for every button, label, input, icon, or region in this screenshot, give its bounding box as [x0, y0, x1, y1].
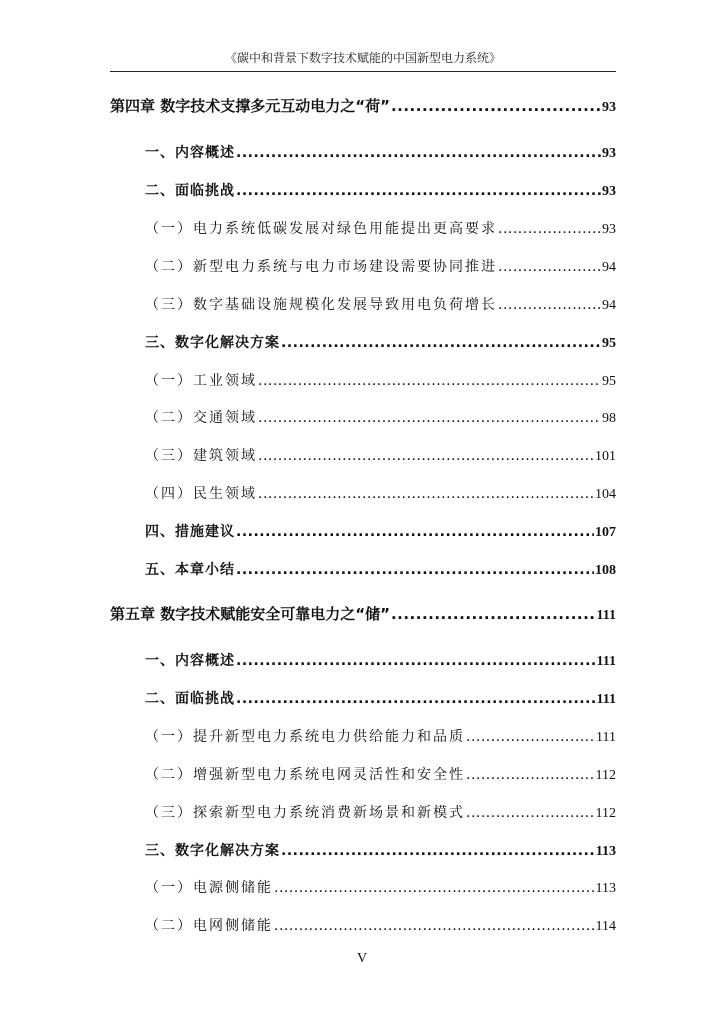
toc-subsection-entry[interactable]: [145, 294, 616, 316]
toc-subsection-entry[interactable]: [145, 445, 616, 467]
dot-leader: [391, 95, 601, 117]
dot-leader: [236, 521, 594, 543]
dot-leader: [258, 370, 601, 392]
toc-entry-label: 一、内容概述: [145, 653, 235, 669]
toc-entry-label: 二、面临挑战: [145, 183, 235, 199]
toc-section-entry[interactable]: [145, 142, 616, 164]
toc-entry-page: 101: [595, 449, 616, 464]
toc-entry-page: 95: [602, 336, 616, 351]
toc-entry-page: 98: [602, 411, 616, 426]
toc-entry-page: 112: [595, 806, 616, 821]
toc-subsection-entry[interactable]: [145, 218, 616, 240]
toc-entry-label: 四、措施建议: [145, 524, 235, 540]
toc-entry-label: 五、本章小结: [145, 562, 235, 578]
toc-entry-label: 第四章 数字技术支撑多元互动电力之“荷”: [110, 97, 390, 115]
toc-subsection-entry[interactable]: [145, 802, 616, 824]
toc-section-entry[interactable]: [145, 840, 616, 862]
toc-entry-label: （二）电网侧储能: [145, 918, 273, 934]
toc-entry-label: （三）探索新型电力系统消费新场景和新模式: [145, 805, 465, 821]
toc-subsection-entry[interactable]: [145, 877, 616, 899]
toc-entry-page: 114: [595, 919, 616, 934]
dot-leader: [258, 483, 594, 505]
dot-leader: [236, 688, 596, 710]
dot-leader: [258, 445, 594, 467]
toc-entry-label: 第五章 数字技术赋能安全可靠电力之“储”: [110, 605, 390, 623]
toc-entry-page: 111: [596, 692, 616, 707]
toc-entry-page: 111: [596, 730, 616, 745]
toc-section-entry[interactable]: [145, 332, 616, 354]
toc-entry-label: （二）新型电力系统与电力市场建设需要协同推进: [145, 259, 497, 275]
toc-subsection-entry[interactable]: [145, 764, 616, 786]
toc-entry-page: 94: [602, 260, 616, 275]
toc-entry-label: （一）电源侧储能: [145, 880, 273, 896]
toc-entry-label: 一、内容概述: [145, 145, 235, 161]
dot-leader: [466, 802, 595, 824]
toc-entry-label: （三）建筑领域: [145, 448, 257, 464]
dot-leader: [258, 407, 601, 429]
toc-entry-page: 104: [595, 487, 616, 502]
toc-entry-page: 93: [602, 146, 616, 161]
toc-entry-label: （一）工业领域: [145, 373, 257, 389]
toc-chapter-5[interactable]: [110, 603, 616, 625]
toc-subsection-entry[interactable]: [145, 483, 616, 505]
dot-leader: [236, 142, 601, 164]
toc-subsection-entry[interactable]: [145, 256, 616, 278]
dot-leader: [498, 218, 601, 240]
dot-leader: [274, 915, 595, 937]
running-header: 《碳中和背景下数字技术赋能的中国新型电力系统》: [224, 51, 501, 65]
toc-entry-page: 93: [602, 222, 616, 237]
toc-subsection-entry[interactable]: [145, 726, 616, 748]
toc-entry-label: （二）交通领域: [145, 410, 257, 426]
toc-entry-label: （一）电力系统低碳发展对绿色用能提出更高要求: [145, 221, 497, 237]
toc-entry-page: 108: [595, 563, 616, 578]
toc-section-entry[interactable]: [145, 559, 616, 581]
toc-entry-page: 111: [596, 654, 616, 669]
toc-entry-label: （一）提升新型电力系统电力供给能力和品质: [145, 729, 465, 745]
dot-leader: [236, 559, 594, 581]
toc-entry-page: 93: [602, 184, 616, 199]
dot-leader: [466, 726, 595, 748]
toc-entry-page: 95: [602, 374, 616, 389]
toc-entry-label: （三）数字基础设施规模化发展导致用电负荷增长: [145, 297, 497, 313]
toc-entry-label: 三、数字化解决方案: [145, 843, 280, 859]
dot-leader: [498, 256, 601, 278]
dot-leader: [498, 294, 601, 316]
toc-section-entry[interactable]: [145, 521, 616, 543]
toc-entry-page: 107: [595, 525, 616, 540]
toc-entry-label: 三、数字化解决方案: [145, 335, 280, 351]
dot-leader: [281, 840, 595, 862]
toc-entry-page: 113: [595, 844, 616, 859]
dot-leader: [236, 180, 601, 202]
toc-entry-page: 111: [596, 608, 616, 623]
dot-leader: [236, 650, 596, 672]
page-number: V: [356, 951, 368, 966]
toc-entry-label: （二）增强新型电力系统电网灵活性和安全性: [145, 767, 465, 783]
dot-leader: [274, 877, 595, 899]
dot-leader: [281, 332, 601, 354]
toc-subsection-entry[interactable]: [145, 407, 616, 429]
toc-section-entry[interactable]: [145, 650, 616, 672]
toc-chapter-4[interactable]: [110, 95, 616, 117]
dot-leader: [466, 764, 595, 786]
toc-entry-page: 94: [602, 298, 616, 313]
toc-subsection-entry[interactable]: [145, 370, 616, 392]
toc-section-entry[interactable]: [145, 180, 616, 202]
toc-entry-page: 113: [595, 881, 616, 896]
toc-entry-label: （四）民生领域: [145, 486, 257, 502]
toc-entry-label: 二、面临挑战: [145, 691, 235, 707]
toc-section-entry[interactable]: [145, 688, 616, 710]
dot-leader: [391, 603, 596, 625]
toc-entry-page: 93: [602, 100, 616, 115]
toc-subsection-entry[interactable]: [145, 915, 616, 937]
toc-entry-page: 112: [595, 768, 616, 783]
